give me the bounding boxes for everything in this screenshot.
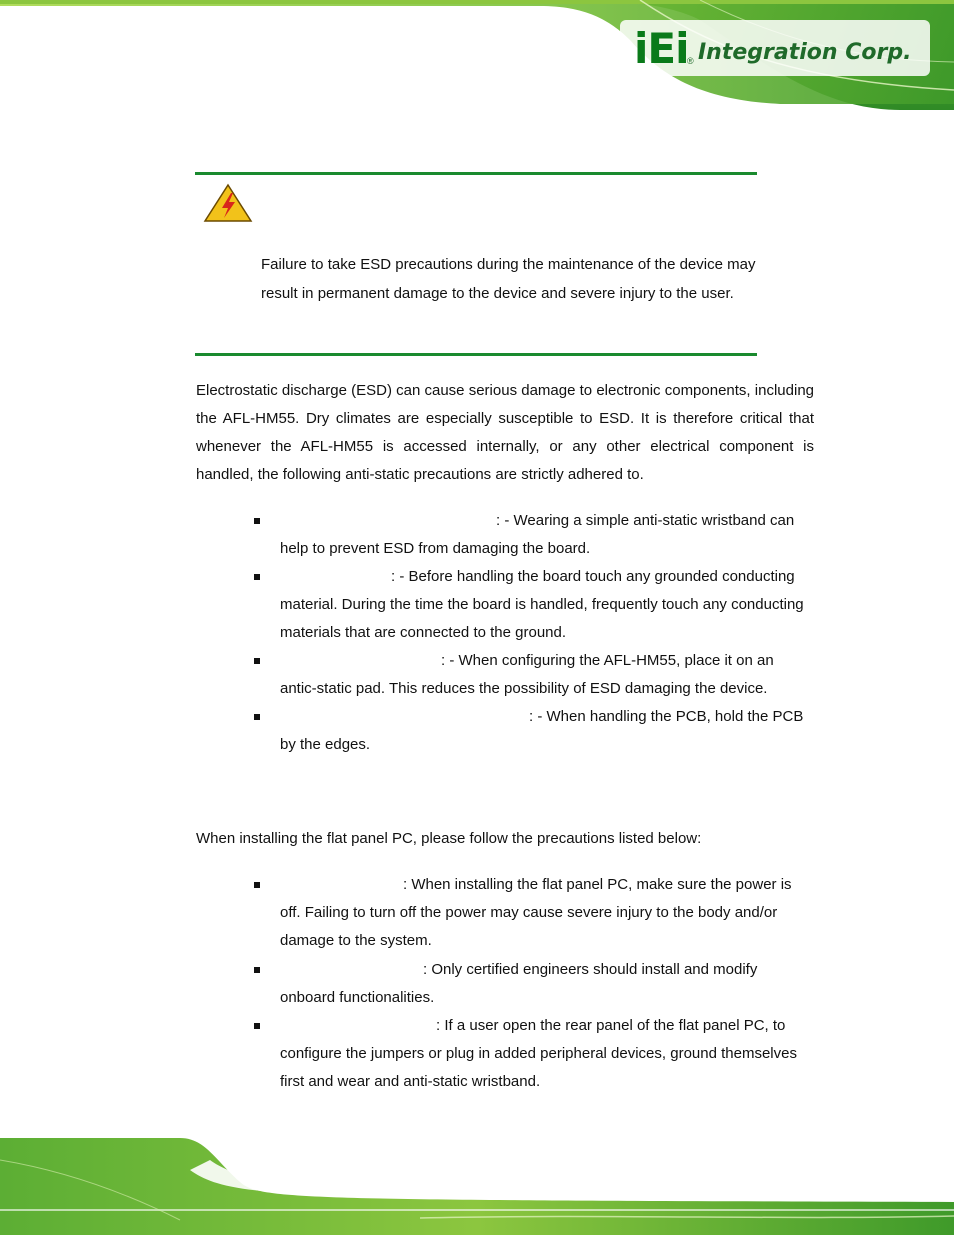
list-item-lead: : If a user open the rear panel of the flat panel PC, to xyxy=(436,1017,786,1034)
list-item-lead: : - When handling the PCB, hold the PCB xyxy=(529,708,804,725)
list-item-lead: : - Wearing a simple anti-static wristband can xyxy=(496,512,795,529)
list-item xyxy=(280,956,814,1012)
list-item-lead: : - Before handling the board touch any grounded conducting xyxy=(391,568,795,585)
bullet-marker xyxy=(254,1023,260,1029)
bullet-marker xyxy=(254,574,260,580)
bullet-marker xyxy=(254,658,260,664)
list-item xyxy=(280,647,814,703)
list-item-continuation: material. During the time the board is handled, frequently touch any conducting materials that are connected to the ground. xyxy=(280,596,804,641)
logo-registered: ® xyxy=(687,56,694,66)
list-item-continuation: by the edges. xyxy=(280,736,371,753)
list-item-continuation: help to prevent ESD from damaging the board. xyxy=(280,540,591,557)
esd-intro-paragraph: Electrostatic discharge (ESD) can cause serious damage to electronic components, including the AFL-HM55. Dry climates are especially susceptible to ESD. It is therefore critical that whenever the AFL-HM55 is accessed internally, or any other electrical component is handled, the following anti-static precautions are strictly adhered to. xyxy=(196,382,814,483)
list-item-lead: : When installing the flat panel PC, make sure the power is xyxy=(403,876,792,893)
list-item-lead: : Only certified engineers should install and modify xyxy=(423,961,758,978)
bullet-marker xyxy=(254,882,260,888)
list-item-continuation: configure the jumpers or plug in added peripheral devices, ground themselves first and wear and anti-static wristband. xyxy=(280,1045,797,1090)
bullet-marker xyxy=(254,967,260,973)
logo-mark: iEi xyxy=(634,24,689,73)
list-item-continuation: off. Failing to turn off the power may cause severe injury to the body and/or damage to the system. xyxy=(280,904,778,949)
warning-triangle-lightning-icon xyxy=(203,183,253,223)
list-item xyxy=(280,507,814,563)
list-item xyxy=(280,563,814,647)
install-intro-paragraph: When installing the flat panel PC, please follow the precautions listed below: xyxy=(196,830,702,847)
bullet-marker xyxy=(254,714,260,720)
warning-top-rule xyxy=(195,172,757,175)
warning-bottom-rule xyxy=(195,353,757,356)
list-item xyxy=(280,871,814,955)
logo-name: Integration Corp. xyxy=(698,40,912,65)
list-item-lead: : - When configuring the AFL-HM55, place it on an xyxy=(441,652,774,669)
list-item-continuation: onboard functionalities. xyxy=(280,989,435,1006)
company-logo xyxy=(630,26,930,72)
warning-text: Failure to take ESD precautions during the maintenance of the device may result in permanent damage to the device and severe injury to the user. xyxy=(261,256,756,302)
list-item xyxy=(280,703,814,759)
list-item xyxy=(280,1012,814,1096)
bullet-marker xyxy=(254,518,260,524)
footer-banner xyxy=(0,1130,954,1235)
list-item-continuation: antic-static pad. This reduces the possibility of ESD damaging the device. xyxy=(280,680,768,697)
